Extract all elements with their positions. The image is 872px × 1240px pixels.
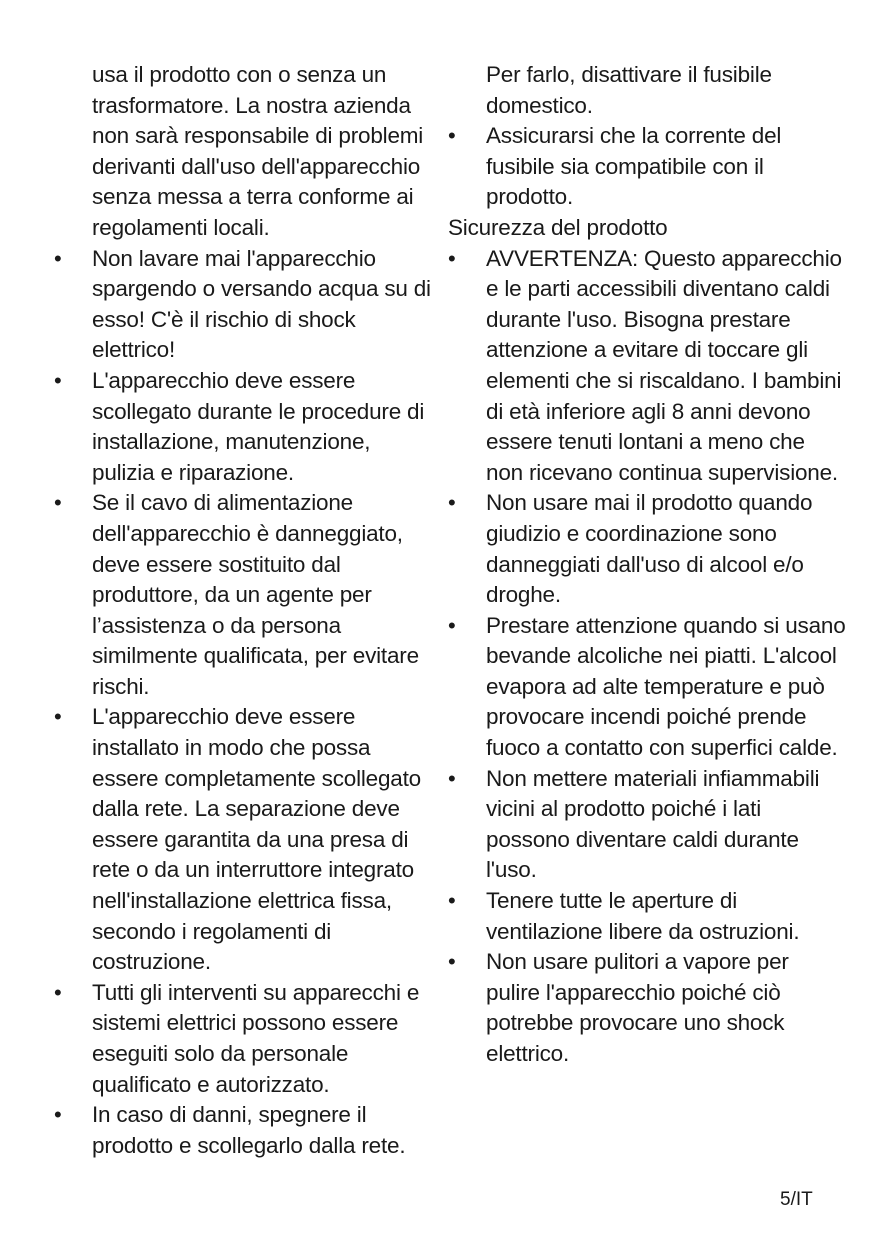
right-column (446, 60, 846, 1070)
list-item-text: L'apparecchio deve essere installato in modo che possa essere completamente scollegato dalla rete. La separazione deve essere garantita da una presa di rete o da un interruttore integrato nell'installazione elettrica fissa, secondo i regolamenti di costruzione. (92, 704, 421, 975)
bullet-icon: • (54, 1102, 62, 1128)
list-item-text: Assicurarsi che la corrente del fusibile sia compatibile con il prodotto. (486, 123, 782, 210)
list-item-text: Prestare attenzione quando si usano bevande alcoliche nei piatti. L'alcool evapora ad alte temperature e può provocare incendi poiché prende fuoco a contatto con superfici calde. (486, 612, 846, 761)
bullet-icon: • (54, 704, 62, 730)
bullet-icon: • (448, 612, 456, 638)
bullet-icon: • (448, 123, 456, 149)
right-continuation-text: Per farlo, disattivare il fusibile domestico. (486, 62, 772, 118)
list-item (446, 764, 846, 886)
list-item (446, 947, 846, 1069)
page-number: 5/IT (780, 1189, 813, 1210)
list-item (52, 488, 432, 702)
bullet-icon: • (448, 949, 456, 975)
list-item (52, 702, 432, 977)
list-item-text: Tutti gli interventi su apparecchi e sistemi elettrici possono essere eseguiti solo da personale qualificato e autorizzato. (92, 979, 420, 1097)
list-item-text: L'apparecchio deve essere scollegato durante le procedure di installazione, manutenzione, pulizia e riparazione. (92, 367, 425, 485)
list-item (52, 1100, 432, 1161)
list-item-text: AVVERTENZA: Questo apparecchio e le parti accessibili diventano caldi durante l'uso. Bisogna prestare attenzione a evitare di toccare gli elementi che si riscaldano. I bambini di età inferiore agli 8 anni devono essere tenuti lontani a meno che non ricevano continua supervisione. (486, 245, 842, 485)
list-item (52, 244, 432, 366)
bullet-icon: • (448, 888, 456, 914)
list-item-text: In caso di danni, spegnere il prodotto e scollegarlo dalla rete. (92, 1102, 406, 1158)
left-column (52, 60, 432, 1161)
list-item-text: Non usare pulitori a vapore per pulire l'apparecchio poiché ciò potrebbe provocare uno shock elettrico. (486, 949, 789, 1066)
list-item-text: Se il cavo di alimentazione dell'apparecchio è danneggiato, deve essere sostituito dal produttore, da un agente per l’assistenza o da persona similmente qualificata, per evitare rischi. (92, 490, 419, 699)
list-item-text: Non usare mai il prodotto quando giudizio e coordinazione sono danneggiati dall'uso di alcool e/o droghe. (486, 490, 813, 608)
bullet-icon: • (54, 245, 62, 271)
list-item-text: Non mettere materiali infiammabili vicini al prodotto poiché i lati possono diventare caldi durante l'uso. (486, 765, 820, 883)
bullet-icon: • (448, 490, 456, 516)
section-heading: Sicurezza del prodotto (448, 214, 668, 240)
list-item (446, 611, 846, 764)
bullet-icon: • (54, 367, 62, 393)
list-item (446, 886, 846, 947)
left-continuation-text: usa il prodotto con o senza un trasformatore. La nostra azienda non sarà responsabile di problemi derivanti dall'uso dell'apparecchio senza messa a terra conforme ai regolamenti locali. (92, 62, 424, 240)
list-item-text: Non lavare mai l'apparecchio spargendo o versando acqua su di esso! C'è il rischio di shock elettrico! (92, 245, 431, 363)
list-item (52, 978, 432, 1100)
list-item-text: Tenere tutte le aperture di ventilazione libere da ostruzioni. (486, 888, 800, 944)
bullet-icon: • (54, 490, 62, 516)
list-item (446, 488, 846, 610)
list-item (52, 366, 432, 488)
bullet-icon: • (448, 765, 456, 791)
bullet-icon: • (448, 245, 456, 271)
list-item (446, 244, 846, 489)
bullet-icon: • (54, 979, 62, 1005)
list-item (446, 121, 846, 213)
